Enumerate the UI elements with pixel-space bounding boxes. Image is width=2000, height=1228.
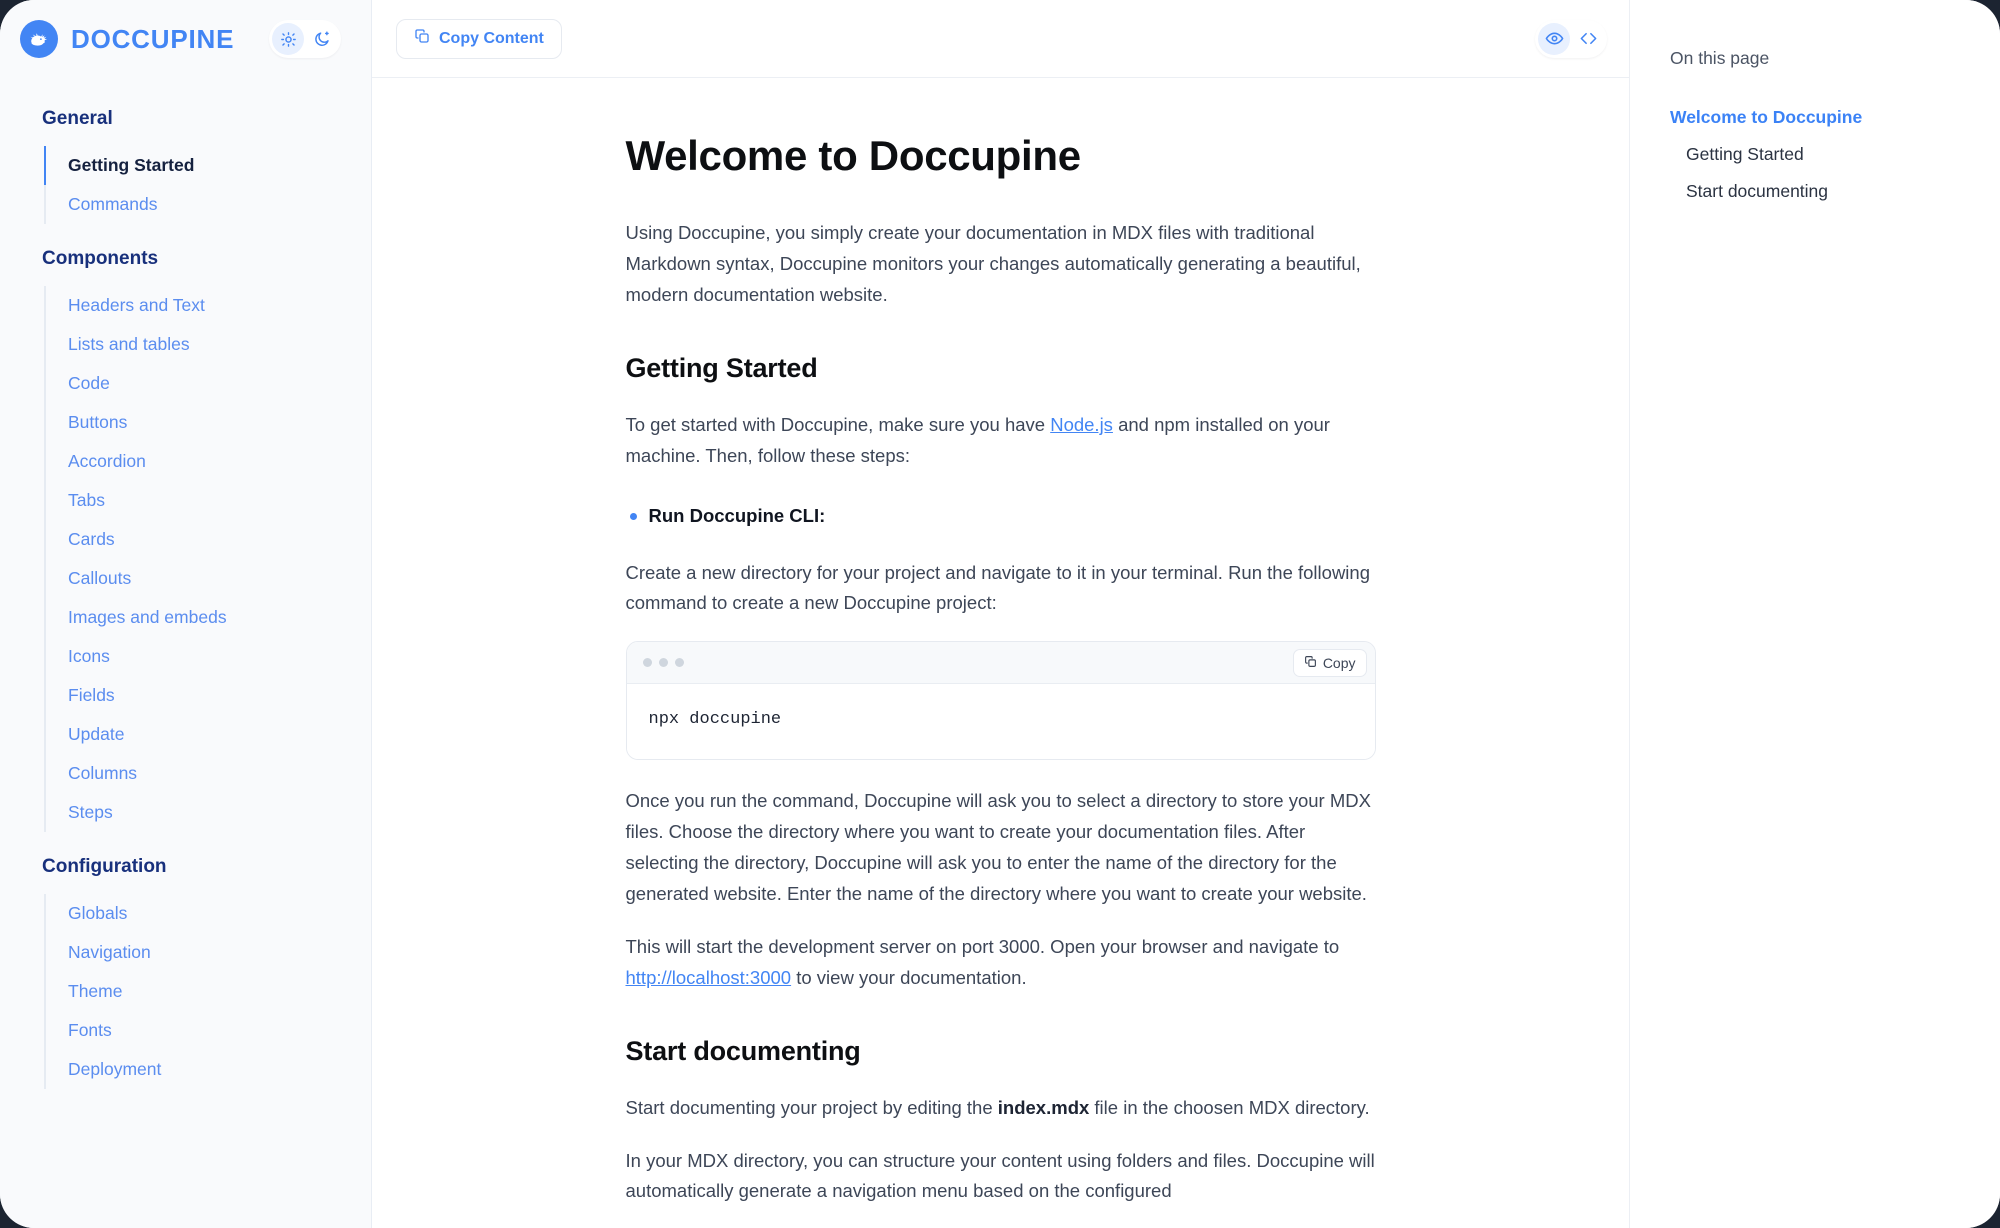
paragraph-create-directory: Create a new directory for your project and navigate to it in your terminal. Run the following command to create a new Doccupine project:: [625, 561, 1370, 614]
moon-icon[interactable]: [306, 23, 338, 55]
view-mode-toggle[interactable]: [1535, 20, 1607, 58]
nav-group-configuration: [0, 856, 371, 1089]
on-this-page-title: On this page: [1670, 48, 1770, 68]
sidebar-item-globals[interactable]: Globals: [44, 894, 371, 933]
intro-paragraph: Using Doccupine, you simply create your documentation in MDX files with traditional Markdown syntax, Doccupine monitors your changes automatically generating a beautiful, modern documentation website.: [625, 222, 1361, 306]
sidebar-item-tabs[interactable]: Tabs: [44, 481, 371, 520]
text-fragment: Start documenting your project by editing the: [625, 1096, 998, 1118]
topbar: [372, 0, 1629, 78]
window-dots-icon: [643, 658, 684, 667]
copy-icon: [1304, 655, 1317, 671]
text-fragment: To get started with Doccupine, make sure you have: [625, 413, 1051, 435]
nav-group-title: Configuration: [42, 856, 167, 877]
article-scroll-area[interactable]: [372, 78, 1629, 1228]
nav-group-general: [0, 108, 371, 224]
code-content: npx doccupine: [627, 684, 1375, 759]
sidebar-item-images-and-embeds[interactable]: Images and embeds: [44, 598, 371, 637]
brand-row: [0, 0, 371, 78]
copy-content-button[interactable]: [396, 19, 562, 59]
sidebar-item-icons[interactable]: Icons: [44, 637, 371, 676]
page-title: Welcome to Doccupine: [625, 132, 1081, 179]
sidebar-item-update[interactable]: Update: [44, 715, 371, 754]
toc-item-start-documenting[interactable]: Start documenting: [1686, 180, 1829, 201]
sidebar-nav: [0, 78, 371, 1089]
sidebar-item-deployment[interactable]: Deployment: [44, 1050, 371, 1089]
code-icon[interactable]: [1572, 23, 1604, 55]
paragraph-once-you-run: Once you run the command, Doccupine will ask you to select a directory to store your MDX files. Choose the directory where you want to create your documentation files. After selecting the directory, Doccupine will ask you to enter the name of the directory for the generated website. Enter the name of the directory where you want to create your website.: [625, 790, 1371, 904]
paragraph-structure-content: In your MDX directory, you can structure your content using folders and files. Doccupine will automatically generate a navigation menu based on the configured: [625, 1149, 1375, 1202]
sidebar: [0, 0, 372, 1228]
index-mdx-filename: index.mdx: [997, 1096, 1090, 1118]
sidebar-item-cards[interactable]: Cards: [44, 520, 371, 559]
code-copy-label: Copy: [1322, 654, 1356, 671]
sidebar-item-getting-started[interactable]: Getting Started: [44, 146, 371, 185]
steps-list: [630, 502, 1376, 530]
code-block: [626, 641, 1376, 760]
brand-name: DOCCUPINE: [71, 23, 235, 54]
heading-getting-started: Getting Started: [625, 352, 818, 383]
sun-icon[interactable]: [272, 23, 304, 55]
dot: [643, 658, 652, 667]
sidebar-item-navigation[interactable]: Navigation: [44, 933, 371, 972]
dot: [659, 658, 668, 667]
sidebar-item-code[interactable]: Code: [44, 364, 371, 403]
main-column: [372, 0, 1630, 1228]
dot: [675, 658, 684, 667]
nav-group-title: General: [42, 108, 113, 129]
localhost-link[interactable]: http://localhost:3000: [625, 966, 792, 988]
sidebar-item-lists-and-tables[interactable]: Lists and tables: [44, 325, 371, 364]
nav-items: [44, 286, 371, 832]
sidebar-item-callouts[interactable]: Callouts: [44, 559, 371, 598]
code-copy-button[interactable]: [1293, 649, 1367, 677]
heading-start-documenting: Start documenting: [625, 1035, 861, 1066]
sidebar-item-theme[interactable]: Theme: [44, 972, 371, 1011]
nav-items: [44, 894, 371, 1089]
text-fragment: This will start the development server on port 3000. Open your browser and navigate to: [625, 935, 1340, 957]
text-fragment: and npm installed on your machine. Then, follow these steps:: [625, 413, 1330, 466]
paragraph-prerequisites: [626, 410, 1376, 472]
code-block-header: [627, 642, 1375, 684]
nav-items: [44, 146, 371, 224]
paragraph-start-documenting: [626, 1093, 1376, 1124]
article: [626, 132, 1376, 1228]
copy-icon: [414, 28, 430, 49]
sidebar-item-commands[interactable]: Commands: [44, 185, 371, 224]
sidebar-item-headers-and-text[interactable]: Headers and Text: [44, 286, 371, 325]
theme-toggle[interactable]: [269, 20, 341, 58]
sidebar-item-fields[interactable]: Fields: [44, 676, 371, 715]
eye-icon[interactable]: [1538, 23, 1570, 55]
copy-content-label: Copy Content: [439, 29, 544, 47]
nav-group-components: [0, 248, 371, 832]
nav-group-title: Components: [42, 248, 159, 269]
nodejs-link[interactable]: Node.js: [1050, 413, 1113, 435]
sidebar-item-accordion[interactable]: Accordion: [44, 442, 371, 481]
sidebar-item-fonts[interactable]: Fonts: [44, 1011, 371, 1050]
sidebar-item-columns[interactable]: Columns: [44, 754, 371, 793]
toc-item-getting-started[interactable]: Getting Started: [1686, 143, 1804, 164]
sidebar-item-buttons[interactable]: Buttons: [44, 403, 371, 442]
text-fragment: file in the choosen MDX directory.: [1089, 1096, 1370, 1118]
paragraph-dev-server: [626, 932, 1376, 994]
toc-item-welcome-to-doccupine[interactable]: Welcome to Doccupine: [1670, 107, 1863, 127]
list-item: Run Doccupine CLI:: [630, 502, 1376, 530]
text-fragment: to view your documentation.: [791, 966, 1027, 988]
on-this-page-panel: [1630, 0, 2000, 1228]
sidebar-item-steps[interactable]: Steps: [44, 793, 371, 832]
porcupine-icon: [20, 20, 58, 58]
